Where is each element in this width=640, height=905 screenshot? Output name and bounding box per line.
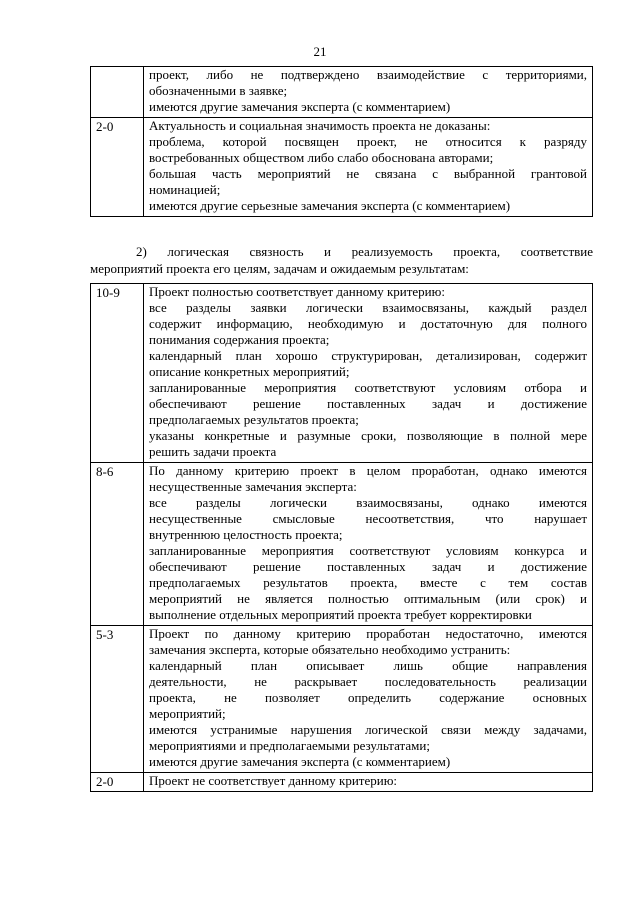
- description-line: мероприятиями и предполагаемыми результатами;: [149, 738, 430, 753]
- description-line: внутреннюю целостность проекта;: [149, 527, 343, 542]
- table-row: [91, 626, 593, 773]
- criteria-table-logic: [90, 283, 593, 792]
- score-cell: 2-0: [91, 773, 144, 792]
- description-line: обеспечивают решение поставленных задач и достижение: [149, 396, 587, 411]
- table-row: [91, 773, 593, 792]
- description-line: все разделы логически взаимосвязаны, однако имеются: [149, 495, 587, 510]
- description-line: указаны конкретные и разумные сроки, позволяющие в полной мере: [149, 428, 587, 443]
- description-line: несущественные смысловые несоответствия, что нарушает: [149, 511, 587, 526]
- description-line: Проект не соответствует данному критерию:: [149, 773, 398, 788]
- page-number: 21: [313, 44, 327, 59]
- description-line: имеются другие замечания эксперта (с комментарием): [149, 99, 451, 114]
- description-cell: [144, 773, 593, 792]
- description-line: запланированные мероприятия соответствуют условиям конкурса и: [149, 543, 587, 558]
- description-line: По данному критерию проект в целом проработан, однако имеются: [149, 463, 587, 478]
- description-line: имеются другие замечания эксперта (с комментарием): [149, 754, 451, 769]
- description-line: календарный план описывает лишь общие направления: [149, 658, 587, 673]
- description-line: выполнение отдельных мероприятий проекта требует корректировки: [149, 607, 532, 622]
- description-line: проекта, не позволяет определить содержание основных: [149, 690, 587, 705]
- table-row: [91, 284, 593, 463]
- description-line: Актуальность и социальная значимость проекта не доказаны:: [149, 118, 491, 133]
- criteria-table-continued: [90, 66, 593, 217]
- description-line: замечания эксперта, которые обязательно необходимо устранить:: [149, 642, 511, 657]
- description-line: Проект полностью соответствует данному критерию:: [149, 284, 445, 299]
- score-cell: [91, 67, 144, 118]
- score-cell: 5-3: [91, 626, 144, 773]
- criterion-paragraph: [90, 243, 593, 277]
- description-line: календарный план хорошо структурирован, детализирован, содержит: [149, 348, 587, 363]
- score-cell: 10-9: [91, 284, 144, 463]
- description-line: проблема, которой посвящен проект, не относится к разряду: [149, 134, 587, 149]
- description-cell: [144, 463, 593, 626]
- score-cell: 8-6: [91, 463, 144, 626]
- description-line: мероприятий не является полностью оптимальным (или срок) и: [149, 591, 587, 606]
- description-cell: [144, 626, 593, 773]
- description-line: проект, либо не подтверждено взаимодействие с территориями,: [149, 67, 587, 82]
- description-cell: [144, 284, 593, 463]
- description-line: номинацией;: [149, 182, 221, 197]
- description-cell: [144, 118, 593, 217]
- table-row: [91, 463, 593, 626]
- description-line: решить задачи проекта: [149, 444, 277, 459]
- description-line: понимания содержания проекта;: [149, 332, 330, 347]
- description-line: запланированные мероприятия соответствуют условиям отбора и: [149, 380, 587, 395]
- description-line: деятельности, не раскрывает последовательность реализации: [149, 674, 587, 689]
- description-line: Проект по данному критерию проработан недостаточно, имеются: [149, 626, 587, 641]
- description-line: описание конкретных мероприятий;: [149, 364, 350, 379]
- description-line: имеются другие серьезные замечания эксперта (с комментарием): [149, 198, 511, 213]
- description-line: предполагаемых результатов проекта;: [149, 412, 359, 427]
- table-row: [91, 67, 593, 118]
- description-line: несущественные замечания эксперта:: [149, 479, 357, 494]
- description-line: мероприятий;: [149, 706, 226, 721]
- description-line: все разделы заявки логически взаимосвязаны, каждый раздел: [149, 300, 587, 315]
- description-line: большая часть мероприятий не связана с выбранной грантовой: [149, 166, 587, 181]
- paragraph-line-1: 2) логическая связность и реализуемость проекта, соответствие: [136, 244, 593, 259]
- description-line: обеспечивают решение поставленных задач и достижение: [149, 559, 587, 574]
- description-cell: [144, 67, 593, 118]
- table-row: [91, 118, 593, 217]
- score-cell: 2-0: [91, 118, 144, 217]
- description-line: имеются устранимые нарушения логической связи между задачами,: [149, 722, 587, 737]
- paragraph-line-2: мероприятий проекта его целям, задачам и ожидаемым результатам:: [90, 261, 469, 276]
- description-line: содержит информацию, необходимую и достаточную для полного: [149, 316, 587, 331]
- description-line: востребованных обществом либо слабо обоснована авторами;: [149, 150, 494, 165]
- description-line: предполагаемых результатов проекта, вместе с тем состав: [149, 575, 587, 590]
- description-line: обозначенными в заявке;: [149, 83, 288, 98]
